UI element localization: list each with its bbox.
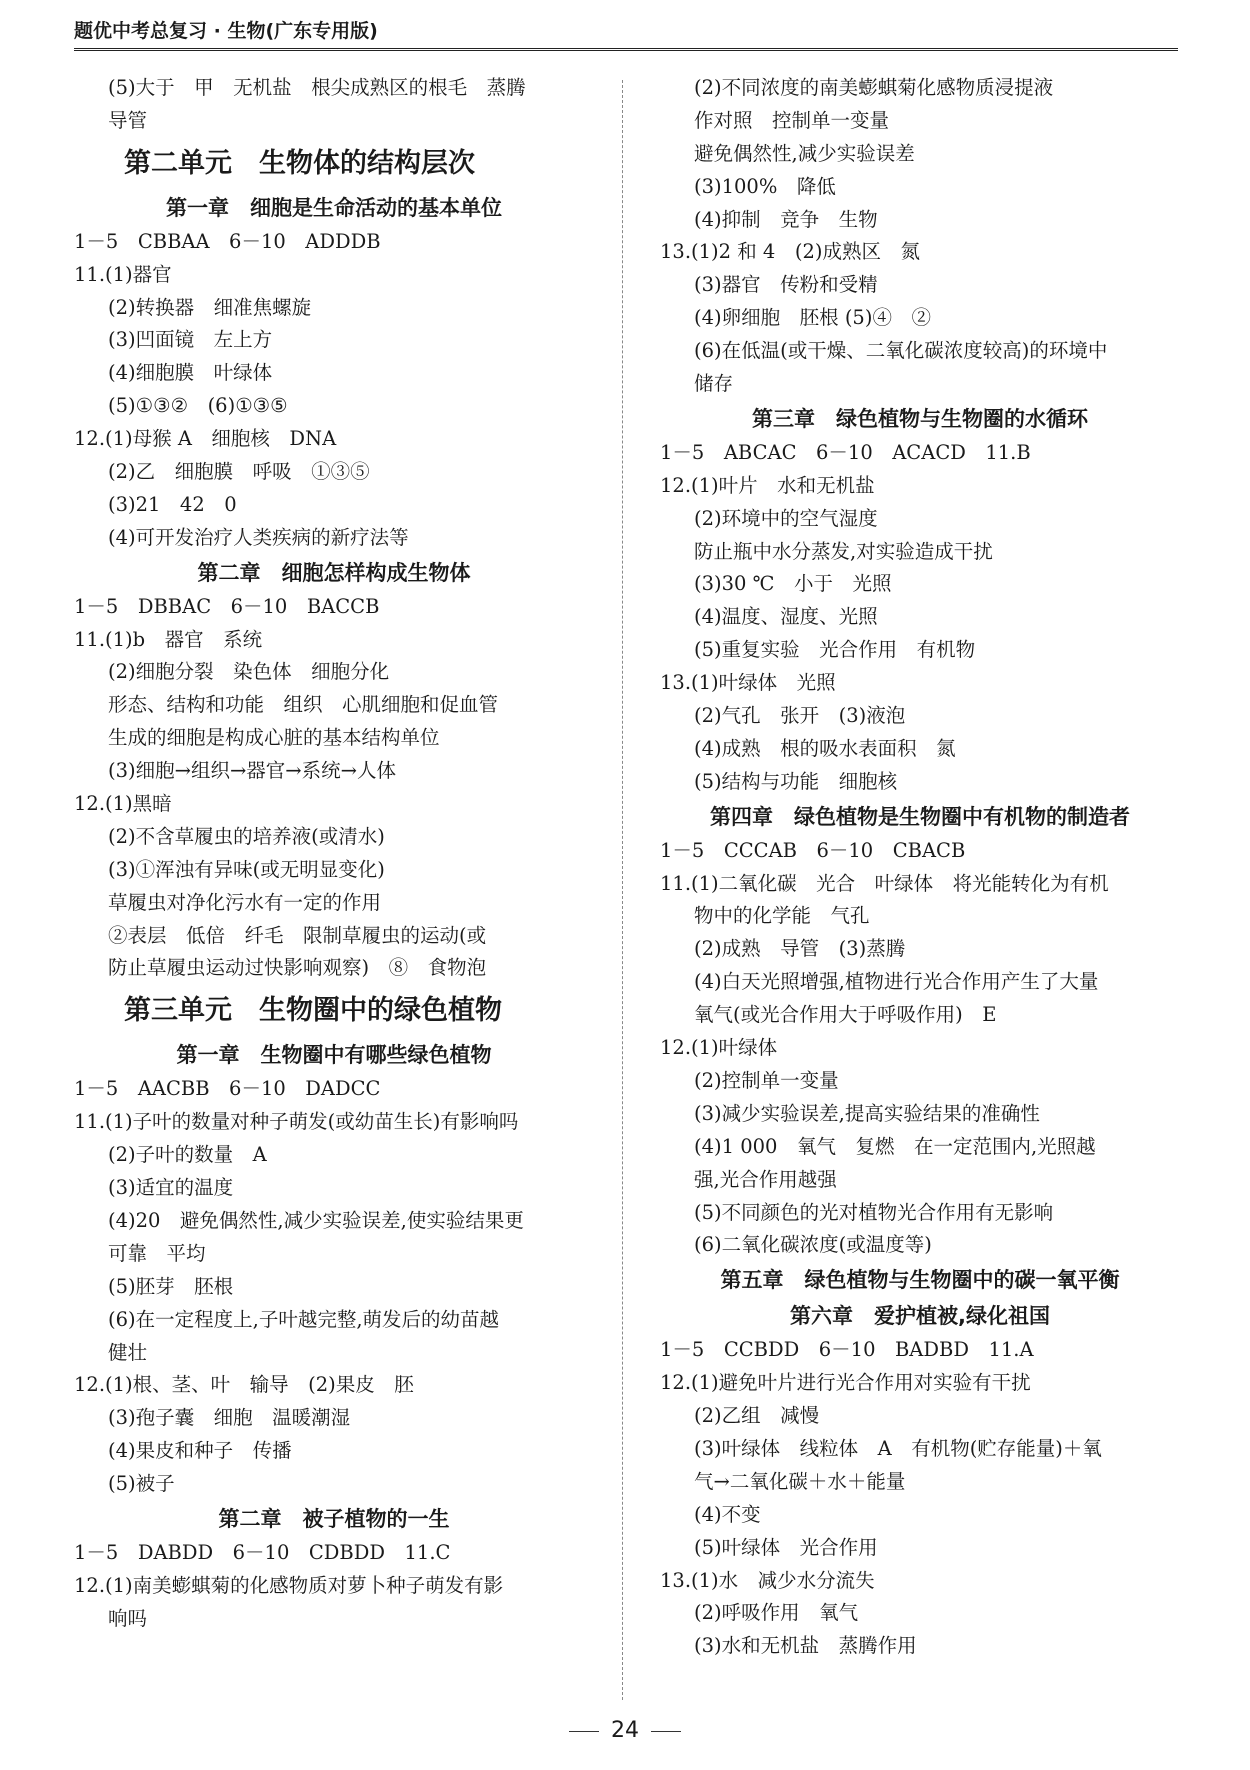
answer-line: (6)在低温(或干燥、二氧化碳浓度较高)的环境中 xyxy=(694,339,1108,363)
answer-line: 13.(1)2 和 4 (2)成熟区 氮 xyxy=(660,240,920,264)
answer-line: (2)环境中的空气湿度 xyxy=(694,506,878,530)
chapter-heading: 第五章 绿色植物与生物圈中的碳一氧平衡 xyxy=(720,1268,1120,1293)
chapter-heading: 第二章 被子植物的一生 xyxy=(218,1506,450,1531)
answer-line: 11.(1)器官 xyxy=(74,262,172,286)
answer-line: 1－5 CCBDD 6－10 BADBD 11.A xyxy=(660,1338,1034,1362)
answer-line: 1－5 AACBB 6－10 DADCC xyxy=(74,1077,381,1101)
answer-line: 强,光合作用越强 xyxy=(694,1167,837,1191)
answer-line: (2)子叶的数量 A xyxy=(108,1143,267,1167)
answer-line: 1－5 ABCAC 6－10 ACACD 11.B xyxy=(660,440,1031,464)
answer-line: (5)不同颜色的光对植物光合作用有无影响 xyxy=(694,1200,1054,1224)
chapter-heading: 第三章 绿色植物与生物圈的水循环 xyxy=(752,406,1088,431)
page-footer xyxy=(0,1718,1250,1743)
answer-line: 1－5 DABDD 6－10 CDBDD 11.C xyxy=(74,1540,451,1564)
answer-line: (2)转换器 细准焦螺旋 xyxy=(108,295,312,319)
answer-line: (3)①浑浊有异味(或无明显变化) xyxy=(108,857,385,881)
answer-line: 12.(1)避免叶片进行光合作用对实验有干扰 xyxy=(660,1371,1031,1395)
answer-line: (4)抑制 竞争 生物 xyxy=(694,207,878,231)
answer-line: (3)100% 降低 xyxy=(694,174,836,198)
answer-line: (3)叶绿体 线粒体 A 有机物(贮存能量)＋氧 xyxy=(694,1436,1102,1460)
answer-line: 12.(1)南美蟛蜞菊的化感物质对萝卜种子萌发有影 xyxy=(74,1573,504,1597)
answer-line: (3)细胞→组织→器官→系统→人体 xyxy=(108,759,396,783)
answer-line: (2)不同浓度的南美蟛蜞菊化感物质浸提液 xyxy=(694,76,1054,99)
answer-line: (2)乙 细胞膜 呼吸 ①③⑤ xyxy=(108,460,370,484)
chapter-heading: 第二章 细胞怎样构成生物体 xyxy=(197,560,471,585)
answer-line: (4)可开发治疗人类疾病的新疗法等 xyxy=(108,525,409,549)
answer-line: (2)细胞分裂 染色体 细胞分化 xyxy=(108,660,390,684)
answer-line: (6)二氧化碳浓度(或温度等) xyxy=(694,1233,932,1257)
answer-line: 形态、结构和功能 组织 心肌细胞和促血管 xyxy=(108,693,499,717)
answer-line: 12.(1)黑暗 xyxy=(74,792,172,816)
column-divider xyxy=(622,80,623,1700)
answer-line: (3)凹面镜 左上方 xyxy=(108,328,273,352)
answer-line: (3)减少实验误差,提高实验结果的准确性 xyxy=(694,1101,1040,1125)
answer-line: (4)细胞膜 叶绿体 xyxy=(108,361,273,385)
answer-line: (2)气孔 张开 (3)液泡 xyxy=(694,704,906,728)
answer-line: (2)控制单一变量 xyxy=(694,1068,839,1092)
footer-dash-left xyxy=(569,1731,599,1732)
answer-line: 避免偶然性,减少实验误差 xyxy=(694,141,915,165)
chapter-heading: 第一章 生物圈中有哪些绿色植物 xyxy=(176,1043,492,1068)
answer-line: (5)重复实验 光合作用 有机物 xyxy=(694,638,976,662)
answer-line: (5)①③② (6)①③⑤ xyxy=(108,394,288,418)
answer-line: 响吗 xyxy=(108,1606,148,1630)
answer-line: 作对照 控制单一变量 xyxy=(694,108,890,132)
answer-line: 储存 xyxy=(694,372,734,396)
answer-line: 物中的化学能 气孔 xyxy=(694,904,870,928)
answer-line: (4)20 避免偶然性,减少实验误差,使实验结果更 xyxy=(108,1208,524,1232)
answer-line: 防止草履虫运动过快影响观察) ⑧ 食物泡 xyxy=(108,956,487,980)
answer-line: (5)结构与功能 细胞核 xyxy=(694,769,898,793)
answer-line: (5)叶绿体 光合作用 xyxy=(694,1535,878,1559)
answer-line: 防止瓶中水分蒸发,对实验造成干扰 xyxy=(694,539,993,563)
answer-line: (2)乙组 减慢 xyxy=(694,1404,820,1428)
answer-line: (3)21 42 0 xyxy=(108,492,237,516)
answer-line: (5)被子 xyxy=(108,1472,175,1496)
answer-line: 13.(1)叶绿体 光照 xyxy=(660,671,836,695)
answer-line: (4)卵细胞 胚根 (5)④ ② xyxy=(694,306,931,330)
answer-line: 导管 xyxy=(108,108,148,132)
answer-line: (3)适宜的温度 xyxy=(108,1176,234,1200)
answer-line: (3)孢子囊 细胞 温暖潮湿 xyxy=(108,1406,351,1430)
answer-line: 11.(1)b 器官 系统 xyxy=(74,627,263,651)
answer-line: 健壮 xyxy=(108,1340,148,1364)
answer-line: 12.(1)叶绿体 xyxy=(660,1036,778,1060)
answer-line: 1－5 DBBAC 6－10 BACCB xyxy=(74,594,380,618)
answer-line: (2)成熟 导管 (3)蒸腾 xyxy=(694,937,906,961)
answer-line: (5)胚芽 胚根 xyxy=(108,1274,234,1298)
answer-line: (4)温度、湿度、光照 xyxy=(694,605,878,629)
answer-line: 13.(1)水 减少水分流失 xyxy=(660,1568,875,1592)
answer-line: (3)水和无机盐 蒸腾作用 xyxy=(694,1634,917,1658)
chapter-heading: 第一章 细胞是生命活动的基本单位 xyxy=(166,195,502,220)
answer-line: 草履虫对净化污水有一定的作用 xyxy=(108,890,382,914)
unit-heading: 第二单元 生物体的结构层次 xyxy=(124,147,475,179)
answer-line: (4)不变 xyxy=(694,1502,761,1526)
header-title: 题优中考总复习 · 生物(广东专用版) xyxy=(74,20,378,42)
answer-line: 12.(1)母猴 A 细胞核 DNA xyxy=(74,427,337,451)
answer-line: (3)器官 传粉和受精 xyxy=(694,273,878,297)
answer-line: 气→二氧化碳＋水＋能量 xyxy=(694,1469,906,1493)
unit-heading: 第三单元 生物圈中的绿色植物 xyxy=(124,995,502,1027)
answer-line: (3)30 ℃ 小于 光照 xyxy=(694,572,892,596)
page-number: 24 xyxy=(611,1718,639,1743)
answer-line: 可靠 平均 xyxy=(108,1241,206,1265)
running-header xyxy=(74,14,1178,51)
chapter-heading: 第六章 爱护植被,绿化祖国 xyxy=(790,1304,1050,1329)
answer-line: (4)白天光照增强,植物进行光合作用产生了大量 xyxy=(694,970,1099,994)
answer-line: ②表层 低倍 纤毛 限制草履虫的运动(或 xyxy=(108,923,487,947)
answer-line: (6)在一定程度上,子叶越完整,萌发后的幼苗越 xyxy=(108,1307,500,1331)
answer-line: (2)呼吸作用 氧气 xyxy=(694,1601,859,1625)
answer-line: (4)成熟 根的吸水表面积 氮 xyxy=(694,736,956,760)
answer-line: (2)不含草履虫的培养液(或清水) xyxy=(108,824,385,848)
answer-line: (4)1 000 氧气 复燃 在一定范围内,光照越 xyxy=(694,1134,1096,1158)
answer-line: 1－5 CBBAA 6－10 ADDDB xyxy=(74,229,381,253)
answer-line: 12.(1)叶片 水和无机盐 xyxy=(660,473,875,497)
answer-line: 11.(1)子叶的数量对种子萌发(或幼苗生长)有影响吗 xyxy=(74,1110,519,1134)
chapter-heading: 第四章 绿色植物是生物圈中有机物的制造者 xyxy=(710,804,1130,829)
answer-line: 12.(1)根、茎、叶 输导 (2)果皮 胚 xyxy=(74,1373,414,1397)
answer-line: 1－5 CCCAB 6－10 CBACB xyxy=(660,838,966,862)
footer-dash-right xyxy=(651,1731,681,1732)
answer-line: 11.(1)二氧化碳 光合 叶绿体 将光能转化为有机 xyxy=(660,871,1109,895)
answer-line: 氧气(或光合作用大于呼吸作用) E xyxy=(694,1003,997,1027)
right-column xyxy=(660,72,1180,1663)
answer-line: (4)果皮和种子 传播 xyxy=(108,1439,292,1463)
answer-line: (5)大于 甲 无机盐 根尖成熟区的根毛 蒸腾 xyxy=(108,76,526,99)
answer-line: 生成的细胞是构成心脏的基本结构单位 xyxy=(108,726,440,750)
left-column xyxy=(74,72,594,1636)
